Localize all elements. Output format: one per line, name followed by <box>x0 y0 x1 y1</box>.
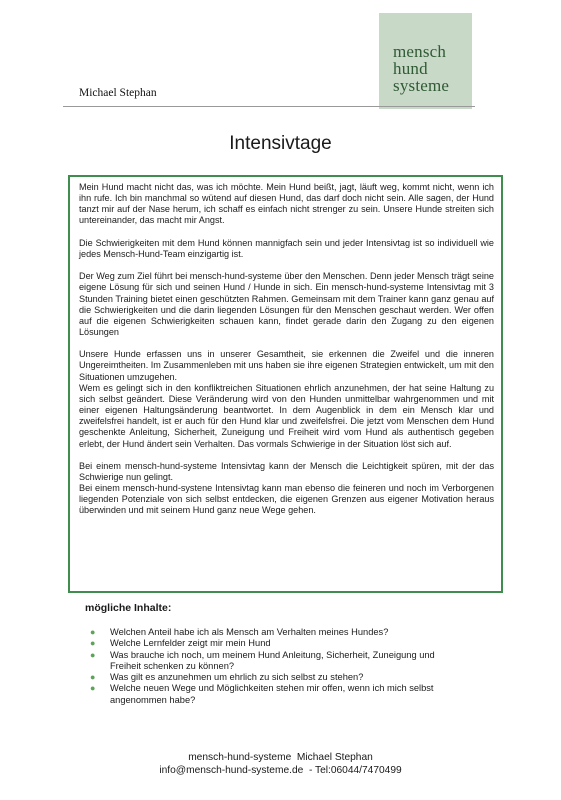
list-item-text: Welchen Anteil habe ich als Mensch am Verhalten meines Hundes? <box>110 627 389 637</box>
list-item-text: Welche Lernfelder zeigt mir mein Hund <box>110 638 271 649</box>
footer-company: mensch-hund-systeme Michael Stephan <box>188 752 373 763</box>
page-title: Intensivtage <box>229 133 332 154</box>
list-item <box>88 683 468 706</box>
logo-line-hund: hund <box>393 59 428 78</box>
bullet-icon: ● <box>90 627 96 637</box>
author-name: Michael Stephan <box>79 87 157 99</box>
list-item-text: Was brauche ich noch, um meinem Hund Anleitung, Sicherheit, Zuneigung und Freiheit schenken zu können? <box>110 649 435 671</box>
bullet-icon: ● <box>90 649 96 660</box>
contents-heading: mögliche Inhalte: <box>85 602 172 614</box>
paragraph-potential: Bei einem mensch-hund-systene Intensivtag kann man ebenso die feineren und noch im Verborgenen liegenden Potenziale von sich selbst entdecken, die eigenen Grenzen aus eigener Motivation heraus überwinden und mit seinem Hund ganz neue Wege gehen. <box>79 483 494 516</box>
header-divider <box>63 106 475 107</box>
paragraph-change: Wem es gelingt sich in den konfliktreichen Situationen ehrlich anzunehmen, der hat seine Haltung zu sich selbst geändert. Diese Veränderung wird von den Hunden unmittelbar wahrgenommen und mit einer eigenen Haltungsänderung beantwortet. In dem Augenblick in dem ein Mensch klar und zweifelsfrei handelt, ist er auch für den Hund klar und zweifelsfrei. Die jetzt vom Menschen dem Hund geschenkte Anleitung, Sicherheit, Zuneigung und Freiheit wird vom Hund als authentisch gegeben erlebt, der Hund ändert sein Verhalten. Das vormals Schwierige in der Situation löst sich auf. <box>79 382 494 449</box>
contents-list <box>88 627 468 706</box>
intro-text-box <box>68 175 503 593</box>
company-logo <box>379 13 472 109</box>
footer-contact: info@mensch-hund-systeme.de - Tel:06044/7470499 <box>159 765 402 776</box>
bullet-icon: ● <box>90 683 96 694</box>
paragraph-difficulties: Die Schwierigkeiten mit dem Hund können mannigfach sein und jeder Intensivtag ist so individuell wie jedes Mensch-Hund-Team einzigartig ist. <box>79 237 494 259</box>
bullet-icon: ● <box>90 672 96 683</box>
bullet-icon: ● <box>90 638 96 649</box>
list-item <box>88 672 468 683</box>
logo-line-systeme: systeme <box>393 76 450 95</box>
paragraph-lightness: Bei einem mensch-hund-systeme Intensivtag kann der Mensch die Leichtigkeit spüren, mit der das Schwierige nun gelingt. <box>79 460 494 482</box>
footer <box>0 751 561 777</box>
list-item <box>88 627 468 638</box>
paragraph-dogs-perceive: Unsere Hunde erfassen uns in unserer Gesamtheit, sie erkennen die Zweifel und die inneren Ungereimtheiten. Im Zusammenleben mit uns haben sie ihre eigenen Strategien entwickelt, um mit den Situationen umzugehen. <box>79 349 494 382</box>
paragraph-approach: Der Weg zum Ziel führt bei mensch-hund-systeme über den Menschen. Denn jeder Mensch trägt seine eigene Lösung für sich und seinen Hund / Hunde in sich. Ein mensch-hund-systeme Intensivtag mit 3 Stunden Training bietet einen geschützten Rahmen. Gemeinsam mit dem Trainer kann ganz genau auf die Schwierigkeiten und die darin liegenden Lösungen für den Menschen geschaut werden. Wer offen auf die eigenen Schwierigkeiten schauen kann, findet gerade darin den Zugang zu den eigenen Lösungen <box>79 271 494 337</box>
list-item <box>88 650 468 673</box>
paragraph-problems: Mein Hund macht nicht das, was ich möchte. Mein Hund beißt, jagt, läuft weg, kommt nicht, wenn ich ihn rufe. Ich bin manchmal so wütend auf diesen Hund, das darf doch nicht sein. Alle sagen, der Hund tanzt mir auf der Nase herum, ich schaff es einfach nicht strenger zu sein. Unsere Hunde streiten sich untereinander, das macht mir Angst. <box>79 182 494 226</box>
list-item-text: Was gilt es anzunehmen um ehrlich zu sich selbst zu stehen? <box>110 672 364 683</box>
list-item-text: Welche neuen Wege und Möglichkeiten stehen mir offen, wenn ich mich selbst angenommen habe? <box>110 683 434 705</box>
logo-line-mensch: mensch <box>393 42 447 61</box>
list-item <box>88 638 468 649</box>
